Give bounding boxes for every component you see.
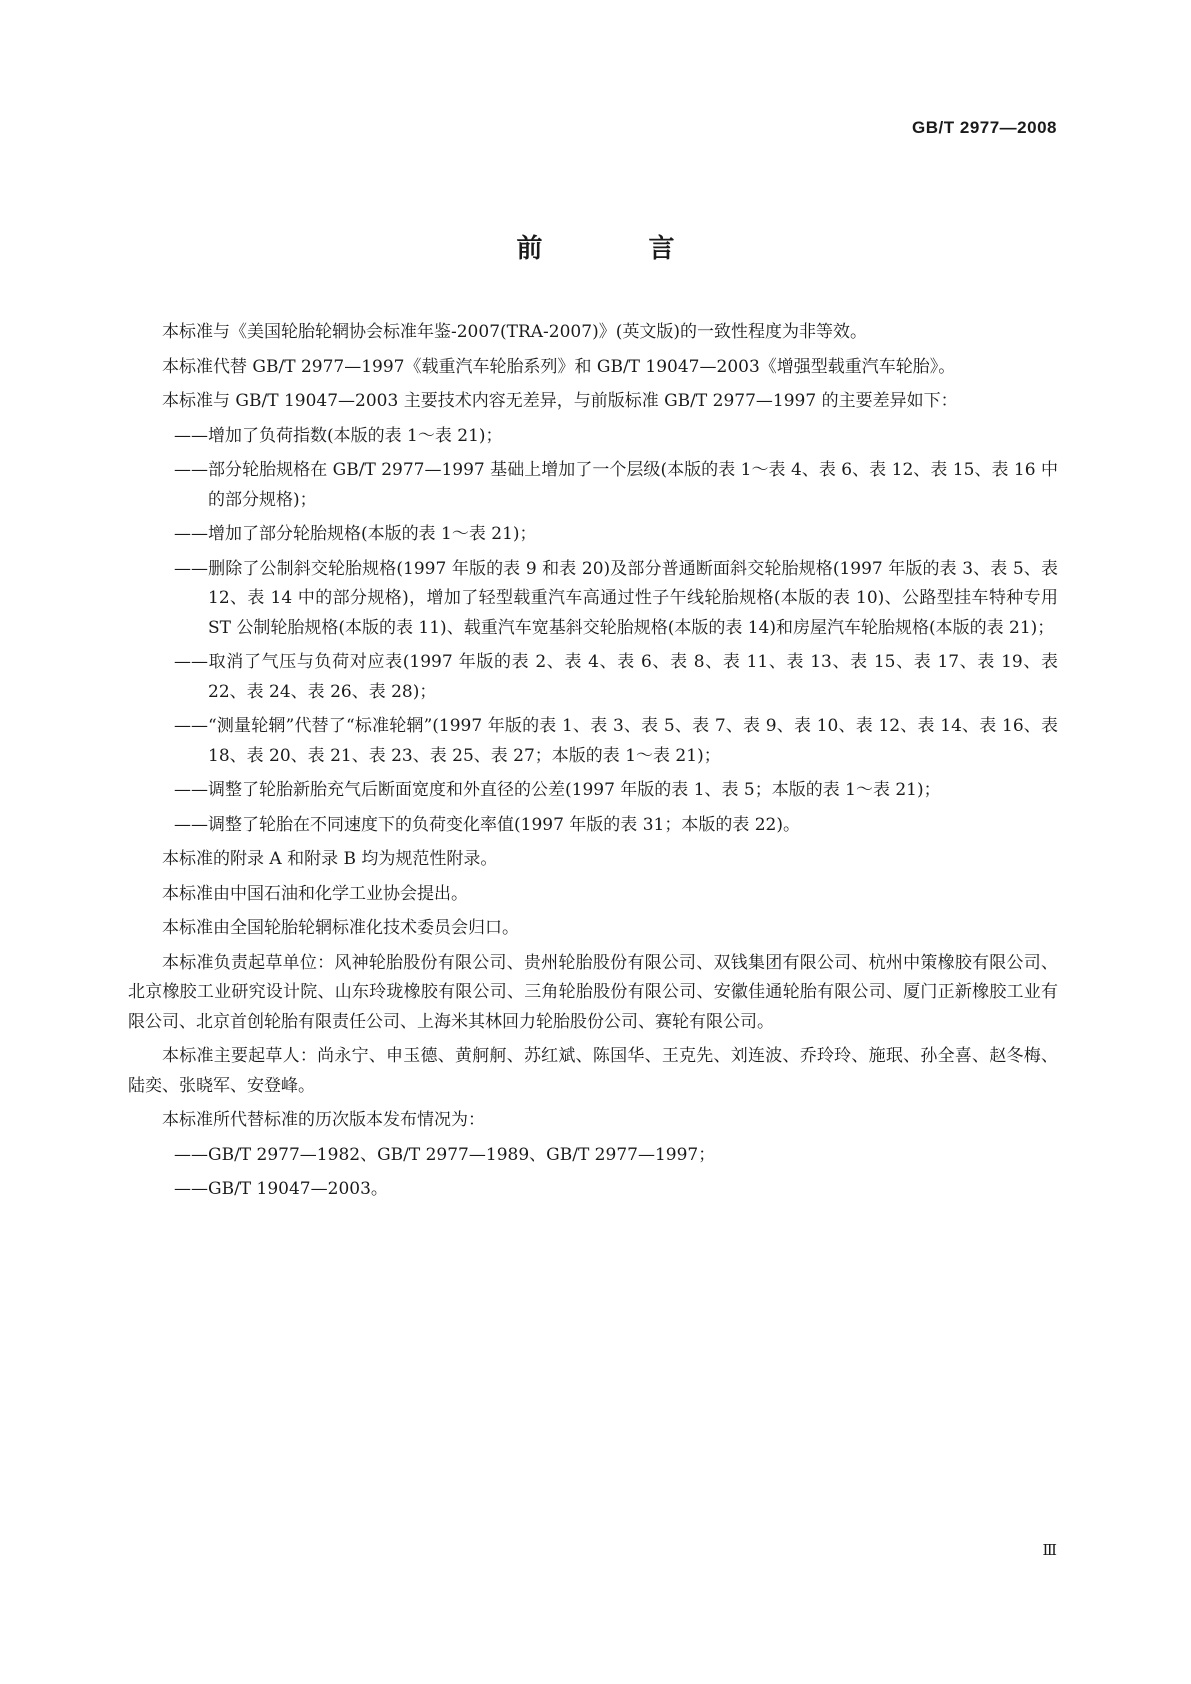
history-item-1: ——GB/T 2977—1982、GB/T 2977—1989、GB/T 2977—1997；	[174, 1144, 716, 1165]
history-heading: 本标准所代替标准的历次版本发布情况为：	[162, 1110, 485, 1130]
intro-paragraph-2: 本标准代替 GB/T 2977—1997《载重汽车轮胎系列》和 GB/T 19047—2003《增强型载重汽车轮胎》。	[162, 356, 956, 377]
closing-paragraph-2: 本标准由中国石油和化学工业协会提出。	[162, 883, 468, 904]
difference-item-8: ——调整了轮胎在不同速度下的负荷变化率值(1997 年版的表 31；本版的表 22)。	[174, 814, 801, 835]
difference-item-3: ——增加了部分轮胎规格(本版的表 1～表 21)；	[174, 524, 537, 544]
difference-item-5: ——取消了气压与负荷对应表(1997 年版的表 2、表 4、表 6、表 8、表 11、表 13、表 15、表 17、表 19、表 22、表 24、表 26、表 28)；	[174, 652, 1058, 702]
difference-item-7: ——调整了轮胎新胎充气后断面宽度和外直径的公差(1997 年版的表 1、表 5；本版的表 1～表 21)；	[174, 780, 941, 800]
closing-paragraph-1: 本标准的附录 A 和附录 B 均为规范性附录。	[162, 849, 498, 869]
difference-item-4: ——删除了公制斜交轮胎规格(1997 年版的表 9 和表 20)及部分普通断面斜交轮胎规格(1997 年版的表 3、表 5、表 12、表 14 中的部分规格)，增加了轻型载重汽车高通过性子午线轮胎规格(本版的表 10)、公路型挂车特种专用 ST 公制轮胎规格(本版的表 11)、载重汽车宽基斜交轮胎规格(本版的表 14)和房屋汽车轮胎规格(本版的表 21)；	[174, 558, 1058, 638]
standard-number: GB/T 2977—2008	[912, 118, 1057, 137]
intro-paragraph-1: 本标准与《美国轮胎轮辋协会标准年鉴-2007(TRA-2007)》(英文版)的一致性程度为非等效。	[162, 322, 867, 342]
foreword-body	[128, 318, 1058, 1210]
difference-item-1: ——增加了负荷指数(本版的表 1～表 21)；	[174, 425, 503, 446]
main-drafters: 本标准主要起草人：尚永宁、申玉德、黄舸舸、苏红斌、陈国华、王克先、刘连波、乔玲玲、施珉、孙全喜、赵冬梅、陆奕、张晓军、安登峰。	[128, 1046, 1058, 1096]
page-number: Ⅲ	[1042, 1541, 1057, 1559]
page-title: 前 言	[516, 234, 715, 264]
difference-item-6: ——“测量轮辋”代替了“标准轮辋”(1997 年版的表 1、表 3、表 5、表 7、表 9、表 10、表 12、表 14、表 16、表 18、表 20、表 21、表 23、表 25、表 27；本版的表 1～表 21)；	[174, 716, 1058, 766]
drafting-units: 本标准负责起草单位：风神轮胎股份有限公司、贵州轮胎股份有限公司、双钱集团有限公司、杭州中策橡胶有限公司、北京橡胶工业研究设计院、山东玲珑橡胶有限公司、三角轮胎股份有限公司、安徽佳通轮胎有限公司、厦门正新橡胶工业有限公司、北京首创轮胎有限责任公司、上海米其林回力轮胎股份公司、赛轮有限公司。	[128, 952, 1058, 1032]
closing-paragraph-3: 本标准由全国轮胎轮辋标准化技术委员会归口。	[162, 918, 519, 938]
intro-paragraph-3: 本标准与 GB/T 19047—2003 主要技术内容无差异，与前版标准 GB/T 2977—1997 的主要差异如下：	[162, 391, 958, 411]
difference-item-2: ——部分轮胎规格在 GB/T 2977—1997 基础上增加了一个层级(本版的表 1～表 4、表 6、表 12、表 15、表 16 中的部分规格)；	[174, 460, 1058, 510]
history-item-2: ——GB/T 19047—2003。	[174, 1179, 388, 1199]
